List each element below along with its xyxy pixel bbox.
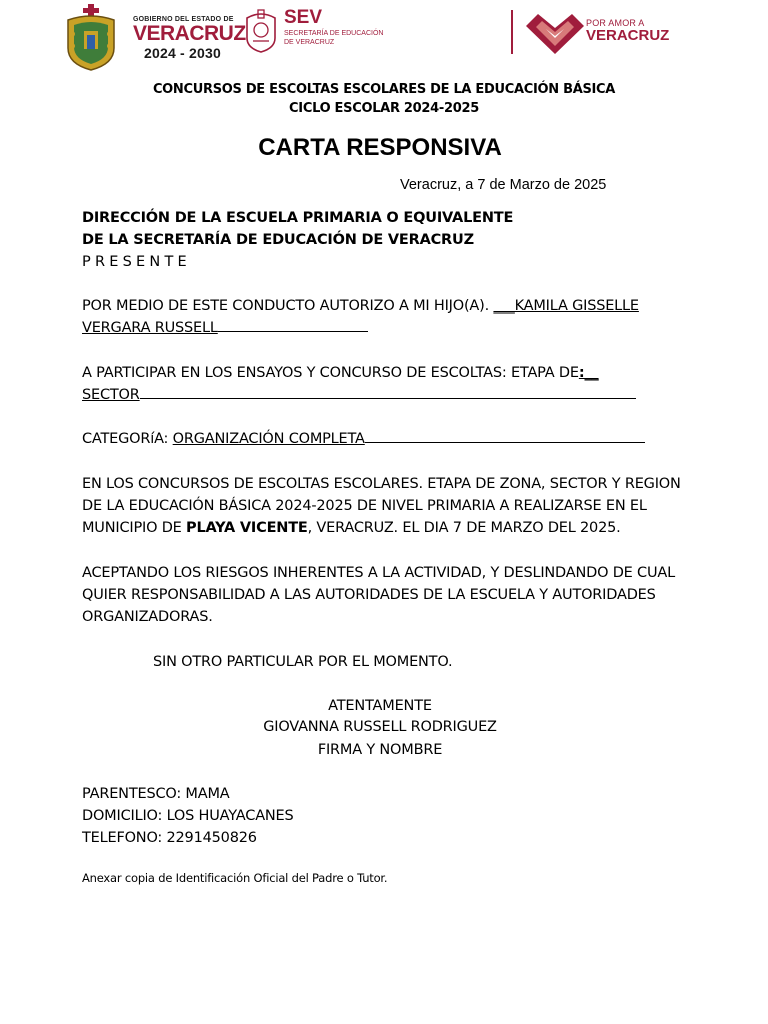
stage-text: A PARTICIPAR EN LOS ENSAYOS Y CONCURSO DE ESCOLTAS: ETAPA DE: [82, 365, 579, 381]
date-line: Veracruz, a 7 de Marzo de 2025: [400, 177, 607, 193]
paragraph1-line1: EN LOS CONCURSOS DE ESCOLTAS ESCOLARES. ETAPA DE ZONA, SECTOR Y REGION: [82, 476, 681, 492]
contest-heading: CONCURSOS DE ESCOLTAS ESCOLARES DE LA EDUCACIÓN BÁSICA: [152, 82, 616, 97]
paragraph1-line3: [82, 517, 621, 539]
municipality-suffix: , VERACRUZ. EL DIA 7 DE MARZO DEL 2025.: [307, 520, 621, 536]
child-name-line: [82, 317, 368, 339]
school-year-heading: CICLO ESCOLAR 2024-2025: [289, 101, 479, 116]
veracruz-coat-of-arms-icon: [62, 4, 120, 72]
por-amor-label: POR AMOR A: [586, 18, 645, 28]
sev-name-line2: DE VERACRUZ: [284, 39, 335, 46]
presente-label: P R E S E N T E: [82, 254, 187, 270]
gobierno-label: GOBIERNO DEL ESTADO DE: [133, 16, 234, 23]
category-line: [82, 428, 645, 450]
stage-blank: [140, 384, 636, 399]
gobierno-period: 2024 - 2030: [144, 45, 221, 61]
telefono-line: TELEFONO: 2291450826: [82, 830, 257, 846]
por-amor-heart-icon: [522, 10, 588, 56]
stage-value: SECTOR: [82, 387, 140, 403]
sev-emblem-icon: [243, 8, 279, 54]
category-value: ORGANIZACIÓN COMPLETA: [172, 431, 365, 447]
por-amor-veracruz-logo: [586, 18, 676, 44]
atentamente-label: ATENTAMENTE: [328, 698, 432, 714]
por-amor-state: VERACRUZ: [586, 27, 670, 44]
municipality-prefix: MUNICIPIO DE: [82, 520, 187, 536]
header-separator: [511, 10, 513, 54]
gobierno-veracruz-logo: [133, 16, 246, 61]
annex-note: Anexar copia de Identificación Oficial del Padre o Tutor.: [82, 871, 388, 885]
recipient-line1: DIRECCIÓN DE LA ESCUELA PRIMARIA O EQUIVALENTE: [82, 210, 514, 226]
category-label: CATEGORíA:: [82, 431, 173, 447]
sev-acronym: SEV: [284, 7, 323, 28]
child-name-blank: [218, 317, 368, 332]
closing-line: SIN OTRO PARTICULAR POR EL MOMENTO.: [153, 654, 453, 670]
signature-label: FIRMA Y NOMBRE: [317, 742, 443, 758]
paragraph2-line2: QUIER RESPONSABILIDAD A LAS AUTORIDADES DE LA ESCUELA Y AUTORIDADES: [82, 587, 656, 603]
sev-name-line1: SECRETARÍA DE EDUCACIÓN: [284, 30, 384, 37]
recipient-line2: DE LA SECRETARÍA DE EDUCACIÓN DE VERACRUZ: [82, 232, 474, 248]
child-name-part2: VERGARA RUSSELL: [82, 320, 218, 336]
signer-name: GIOVANNA RUSSELL RODRIGUEZ: [263, 719, 497, 735]
child-name-part1: ___KAMILA GISSELLE: [493, 298, 639, 314]
category-blank: [365, 428, 645, 443]
authorization-text: POR MEDIO DE ESTE CONDUCTO AUTORIZO A MI HIJO(A).: [82, 298, 494, 314]
stage-value-line: [82, 384, 636, 406]
stage-line: [82, 362, 599, 384]
sev-logo: [284, 7, 394, 47]
paragraph2-line3: ORGANIZADORAS.: [82, 609, 213, 625]
stage-value-part1: :__: [578, 365, 599, 381]
paragraph2-line1: ACEPTANDO LOS RIESGOS INHERENTES A LA ACTIVIDAD, Y DESLINDANDO DE CUAL: [82, 565, 675, 581]
parentesco-line: PARENTESCO: MAMA: [82, 786, 230, 802]
domicilio-line: DOMICILIO: LOS HUAYACANES: [82, 808, 294, 824]
gobierno-state-name: VERACRUZ: [133, 22, 246, 45]
municipality-name: PLAYA VICENTE: [186, 520, 308, 536]
authorization-line: [82, 295, 639, 317]
paragraph1-line2: DE LA EDUCACIÓN BÁSICA 2024-2025 DE NIVEL PRIMARIA A REALIZARSE EN EL: [82, 498, 647, 514]
document-title: CARTA RESPONSIVA: [258, 134, 502, 161]
